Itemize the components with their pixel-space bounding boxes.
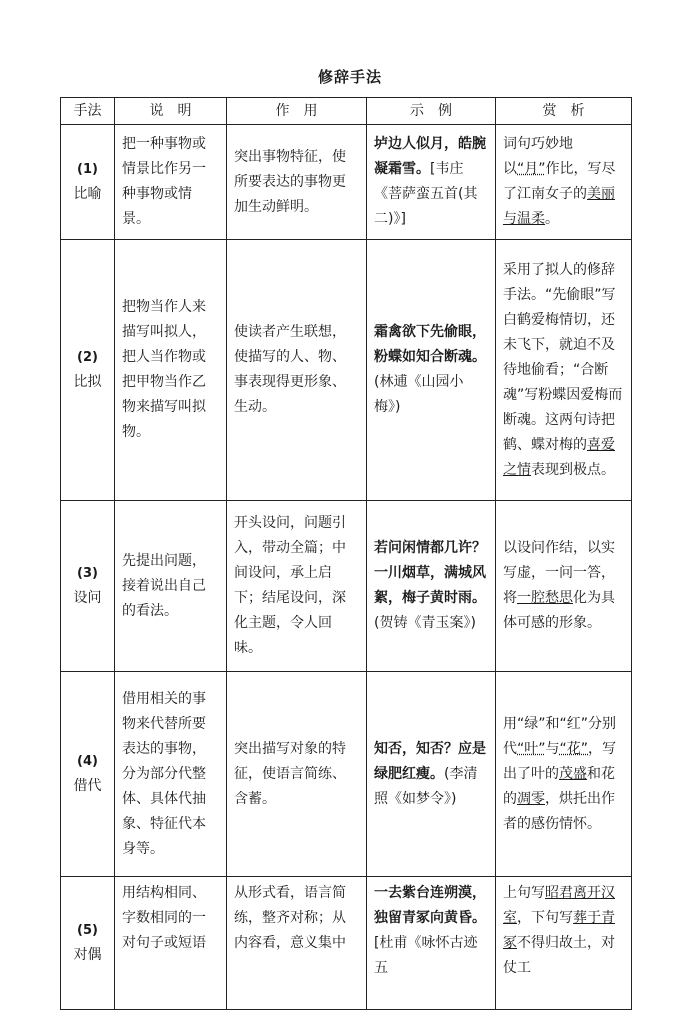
example-source: [韦庄《菩萨蛮五首(其二)》] [374, 161, 478, 227]
method-name: 比喻 [73, 186, 102, 202]
analysis-cell [496, 125, 632, 240]
header-method: 手法 [61, 98, 115, 125]
table-row [61, 672, 632, 877]
analysis-cell [496, 240, 632, 501]
analysis-text: 表现到极点。 [531, 461, 615, 478]
description-cell: 用结构相同、字数相同的一对句子或短语 [115, 877, 227, 1010]
analysis-text: 采用了拟人的修辞手法。“先偷眼”写白鹤爱梅情切，还未飞下，就迫不及待地偷看；“合断魂”写粉蝶因爱梅而断魂。这两句诗把鹤、蝶对梅的 [503, 261, 623, 453]
analysis-emphasis: 凋零 [517, 790, 545, 807]
analysis-cell [496, 672, 632, 877]
effect-cell: 突出描写对象的特征，使语言简练、含蓄。 [227, 672, 367, 877]
analysis-emphasis: “月” [517, 161, 546, 177]
analysis-text: 和花的 [503, 765, 615, 807]
method-cell [61, 501, 115, 672]
page-title: 修辞手法 [317, 68, 382, 86]
method-name: 借代 [73, 778, 102, 794]
effect-cell: 突出事物特征，使所要表达的事物更加生动鲜明。 [227, 125, 367, 240]
header-example: 示 例 [367, 98, 496, 125]
method-number: (4) [77, 754, 98, 769]
rhetoric-table [60, 97, 632, 1010]
example-cell [367, 501, 496, 672]
analysis-emphasis: 美丽与温柔 [503, 186, 615, 227]
method-name: 设问 [73, 590, 102, 606]
table-row [61, 125, 632, 240]
method-name: 比拟 [73, 374, 102, 390]
header-analysis: 赏 析 [496, 98, 632, 125]
example-cell [367, 240, 496, 501]
table-row [61, 240, 632, 501]
effect-cell: 使读者产生联想，使描写的人、物、事表现得更形象、生动。 [227, 240, 367, 501]
description-cell: 把物当作人来描写叫拟人，把人当作物或把甲物当作乙物来描写叫拟物。 [115, 240, 227, 501]
analysis-text: 作比，写尽了江南女子的 [503, 161, 616, 202]
analysis-text: ，烘托出作者的感伤情怀。 [503, 790, 615, 832]
method-cell [61, 125, 115, 240]
effect-cell: 从形式看，语言简练，整齐对称；从内容看，意义集中 [227, 877, 367, 1010]
analysis-text: 化为具体可感的形象。 [503, 590, 615, 631]
example-text: 霜禽欲下先偷眼，粉蝶如知合断魂。 [374, 324, 486, 365]
table-header-row [61, 98, 632, 125]
analysis-text: 词句巧妙地以 [503, 136, 573, 177]
analysis-cell [496, 877, 632, 1010]
analysis-text: 与 [545, 740, 560, 757]
analysis-text: 。 [545, 211, 559, 227]
analysis-text: 不得归故土，对仗工 [503, 935, 615, 976]
example-cell [367, 672, 496, 877]
header-description: 说 明 [115, 98, 227, 125]
method-number: (2) [77, 350, 98, 365]
example-source: (林逋《山园小梅》) [374, 374, 464, 415]
table-row [61, 501, 632, 672]
header-effect: 作 用 [227, 98, 367, 125]
example-cell [367, 877, 496, 1010]
example-text: 垆边人似月，皓腕凝霜雪。 [374, 136, 486, 177]
analysis-cell [496, 501, 632, 672]
analysis-text: 用“绿”和“红”分别代 [503, 715, 617, 757]
analysis-text: 上句写 [503, 885, 545, 901]
description-cell: 先提出问题，接着说出自己的看法。 [115, 501, 227, 672]
example-cell [367, 125, 496, 240]
method-number: (1) [77, 162, 98, 177]
analysis-emphasis: “花” [559, 740, 589, 757]
analysis-emphasis: 昭君离开汉室 [503, 885, 615, 926]
analysis-text: ，下句写 [517, 910, 573, 926]
analysis-emphasis: “叶” [517, 740, 546, 757]
method-cell [61, 240, 115, 501]
analysis-text: 以设问作结，以实写虚，一问一答，将 [503, 540, 615, 606]
analysis-text: ，写出了叶的 [503, 740, 617, 782]
analysis-emphasis: 喜爱之情 [503, 436, 615, 478]
analysis-emphasis: 葬于青冢 [503, 910, 615, 951]
example-source: (贺铸《青玉案》) [374, 615, 476, 631]
description-cell: 借用相关的事物来代替所要表达的事物，分为部分代整体、具体代抽象、特征代本身等。 [115, 672, 227, 877]
example-text: 若问闲情都几许？一川烟草，满城风絮，梅子黄时雨。 [374, 540, 486, 606]
method-cell [61, 877, 115, 1010]
description-cell: 把一种事物或情景比作另一种事物或情景。 [115, 125, 227, 240]
method-cell [61, 672, 115, 877]
example-text: 一去紫台连朔漠，独留青冢向黄昏。 [374, 885, 486, 926]
analysis-emphasis: 一腔愁思 [517, 590, 573, 606]
effect-cell: 开头设问，问题引入，带动全篇；中间设问，承上启下；结尾设问，深化主题，令人回味。 [227, 501, 367, 672]
example-text: 知否，知否？应是绿肥红瘦。 [374, 740, 486, 782]
method-number: (3) [77, 566, 98, 581]
example-source: (李清照《如梦令》) [374, 765, 478, 807]
method-number: (5) [77, 923, 98, 938]
table-row [61, 877, 632, 1010]
method-name: 对偶 [73, 947, 102, 963]
analysis-emphasis: 茂盛 [559, 765, 587, 782]
example-source: [杜甫《咏怀古迹五 [374, 935, 478, 976]
